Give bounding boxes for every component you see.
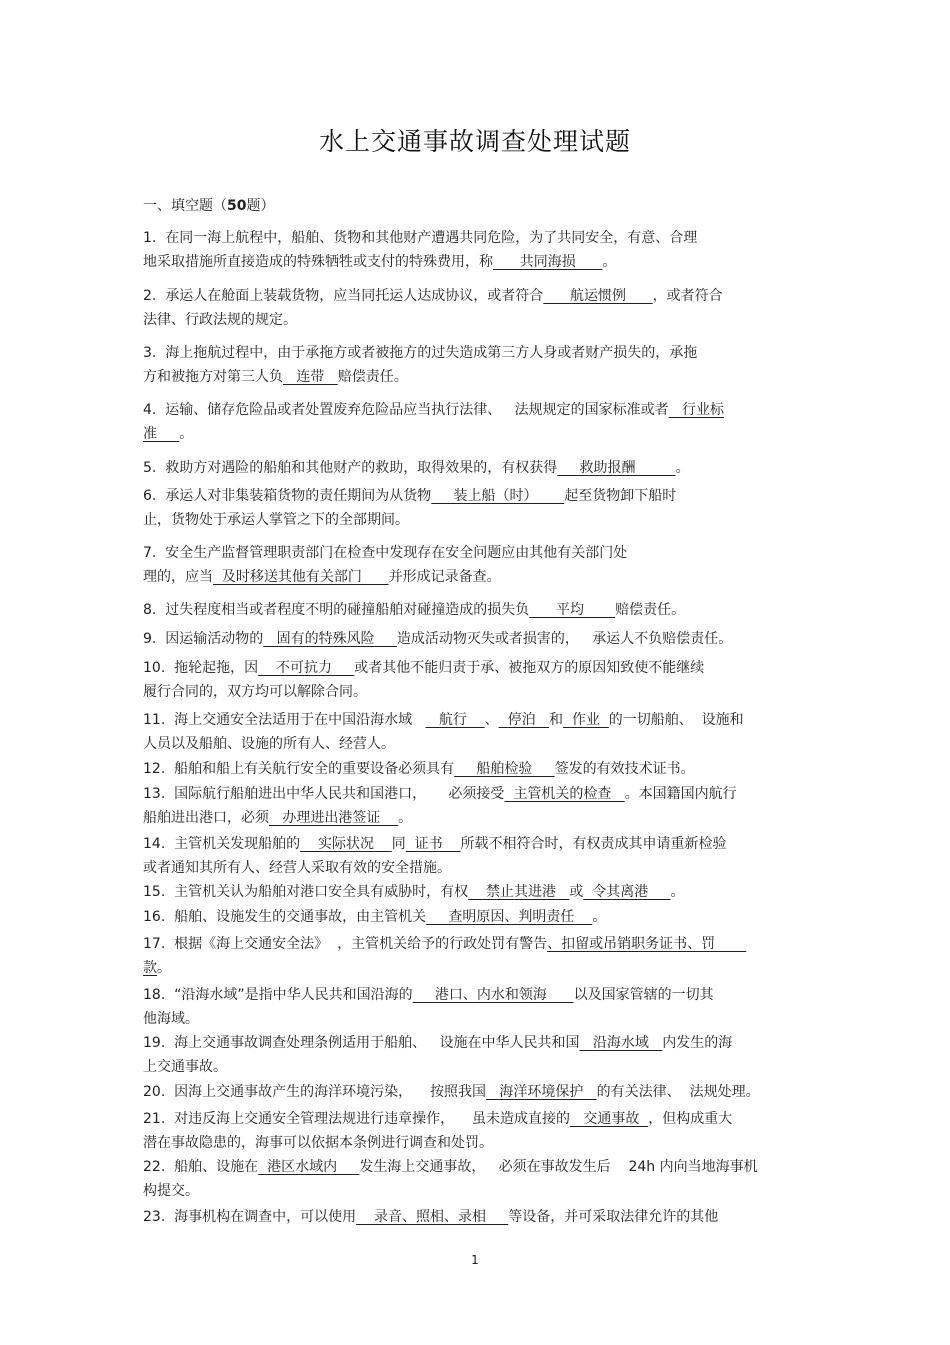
question-line [143,806,808,830]
question-item [143,456,808,480]
question-text: 构提交。 [143,1183,199,1199]
question-item [143,541,808,589]
question-line [143,1131,808,1155]
question-line [143,1007,808,1031]
question-line [143,757,808,781]
question-text: 履行合同的，双方均可以解除合同。 [143,684,367,700]
question-text: 12. 船舶和船上有关航行安全的重要设备必须具有 [143,761,455,777]
answer-blank: 令其离港 [583,884,671,900]
question-text: 9. 因运输活动物的 [143,631,264,647]
answer-blank: 港口、内水和领海 [412,987,574,1003]
question-line [143,832,808,856]
question-line [143,1179,808,1203]
question-text: 23. 海事机构在调查中，可以使用 [143,1209,357,1225]
question-text: ，或者符合 [652,288,723,304]
question-item [143,598,808,622]
question-text: 19. 海上交通事故调查处理条例适用于船舶、 设施在中华人民共和国 [143,1035,580,1051]
question-text: 。 [602,254,617,270]
question-line [143,308,808,332]
question-text: 止，货物处于承运人掌管之下的全部期间。 [143,512,409,528]
question-line [143,456,808,480]
question-item [143,1205,808,1229]
question-text: 。 [157,960,171,976]
question-text: 并形成记录备查。 [388,569,501,585]
section-prefix: 一、填空题（ [143,198,227,214]
question-item [143,932,808,980]
question-line [143,541,808,565]
question-text: 发生海上交通事故， 必须在事故发生后 24h 内向当地海事机 [359,1159,758,1175]
question-text: 同 [391,836,406,852]
question-text: 17. 根据《海上交通安全法》 ，主管机关给予的行政处罚有警告 [143,936,548,952]
question-text: 以及国家管辖的一切其 [573,987,714,1003]
question-line [143,932,808,956]
question-line [143,565,808,589]
question-line [143,226,808,250]
question-line [143,627,808,651]
question-line [143,341,808,365]
question-text: 20. 因海上交通事故产生的海洋环境污染， 按照我国 [143,1084,486,1100]
question-text: 。 [670,884,685,900]
page-title: 水上交通事故调查处理试题 [318,127,631,156]
question-item [143,656,808,704]
question-text: 10. 拖轮起拖，因 [143,660,259,676]
question-text: 1. 在同一海上航程中，船舶、货物和其他财产遭遇共同危险，为了共同安全，有意、合理 [143,230,698,246]
answer-blank: 作业 [562,712,609,728]
question-line [143,708,808,732]
question-text: 18. “沿海水域”是指中华人民共和国沿海的 [143,987,413,1003]
question-text: 潜在事故隐患的，海事可以依据本条例进行调查和处罚。 [143,1135,493,1151]
question-text: 6. 承运人对非集装箱货物的责任期间为从货物 [143,488,432,504]
question-item [143,782,808,830]
answer-blank: 沿海水域 [579,1035,663,1051]
question-text: 7. 安全生产监督管理职责部门在检查中发现存在安全问题应由其他有关部门处 [143,545,628,561]
question-item [143,983,808,1031]
question-text: 造成活动物灭失或者损害的， 承运人不负赔偿责任。 [396,631,733,647]
question-line [143,484,808,508]
answer-blank: 查明原因、判明责任 [426,909,593,925]
question-text: 内发生的海 [662,1035,733,1051]
question-text: 等设备，并可采取法律允许的其他 [508,1209,719,1225]
question-text: 的有关法律、 法规处理。 [596,1084,760,1100]
question-line [143,508,808,532]
question-text: 。本国籍国内航行 [624,786,737,802]
answer-blank: 禁止其进港 [468,884,570,900]
question-line [143,1107,808,1131]
question-line [143,422,808,446]
question-text: 、 [484,712,499,728]
question-text: ，但构成重大 [648,1111,733,1127]
question-line [143,680,808,704]
question-line [143,880,808,904]
question-item [143,398,808,446]
question-item [143,1107,808,1155]
question-item [143,484,808,532]
question-text: 签发的有效技术证书。 [554,761,695,777]
question-text: 15. 主管机关认为船舶对港口安全具有威胁时，有权 [143,884,469,900]
question-line [143,656,808,680]
question-line [143,1205,808,1229]
question-text: 船舶进出港口，必须 [143,810,269,826]
question-text: 的一切船舶、 设施和 [608,712,744,728]
question-item [143,905,808,929]
question-text: 理的，应当 [143,569,213,585]
question-item [143,226,808,274]
question-line [143,732,808,756]
answer-blank: 不可抗力 [258,660,355,676]
question-line [143,983,808,1007]
question-item [143,708,808,756]
question-text: 起至货物卸下船时 [564,488,677,504]
question-item [143,284,808,332]
question-line [143,250,808,274]
question-line [143,1080,808,1104]
answer-blank: 航行 [425,712,485,728]
answer-blank: 连带 [283,369,338,385]
question-text: 21. 对违反海上交通安全管理法规进行违章操作， 虽未造成直接的 [143,1111,570,1127]
question-text: 赔偿责任。 [615,602,686,618]
question-text: 。 [592,909,607,925]
answer-blank: 共同海损 [493,254,603,270]
question-item [143,757,808,781]
answer-blank: 海洋环境保护 [485,1084,597,1100]
answer-blank: 救助报酬 [557,460,676,476]
question-text: 方和被拖方对第三人负 [143,369,283,385]
question-text: 11. 海上交通安全法适用于在中国沿海水域 [143,712,426,728]
question-text: 22. 船舶、设施在 [143,1159,259,1175]
question-text: 法律、行政法规的规定。 [143,312,297,328]
answer-blank: 办理进出港签证 [269,810,399,826]
answer-blank: 固有的特殊风险 [263,631,397,647]
question-line [143,905,808,929]
answer-blank: 及时移送其他有关部门 [213,569,389,585]
question-item [143,880,808,904]
question-item [143,1031,808,1079]
answer-blank: 装上船（时） [431,488,565,504]
answer-blank: 船舶检验 [454,761,555,777]
answer-blank: 航运惯例 [543,288,653,304]
question-text: 和 [548,712,563,728]
question-item [143,1080,808,1104]
answer-blank: 停泊 [498,712,549,728]
question-text: 16. 船舶、设施发生的交通事故，由主管机关 [143,909,427,925]
question-item [143,832,808,880]
question-text: 13. 国际航行船舶进出中华人民共和国港口， 必须接受 [143,786,505,802]
question-line [143,284,808,308]
answer-blank: 、扣留或吊销职务证书、罚 [547,936,747,952]
answer-blank: 港区水域内 [258,1159,360,1175]
question-line [143,1155,808,1179]
question-text: 。 [398,810,413,826]
question-text: 3. 海上拖航过程中，由于承拖方或者被拖方的过失造成第三方人身或者财产损失的，承拖 [143,345,698,361]
question-text: 地采取措施所直接造成的特殊牺牲或支付的特殊费用，称 [143,254,493,270]
question-item [143,341,808,389]
question-line [143,856,808,880]
question-text: 4. 运输、储存危险品或者处置废弃危险品应当执行法律、 法规规定的国家标准或者 [143,402,669,418]
question-item [143,627,808,651]
question-text: 14. 主管机关发现船舶的 [143,836,301,852]
question-text: 。 [179,426,194,442]
question-text: 或 [569,884,584,900]
question-line [143,1055,808,1079]
section-suffix: 题） [246,198,275,214]
question-line [143,598,808,622]
answer-blank: 款 [143,960,157,976]
question-line [143,782,808,806]
question-text: 赔偿责任。 [337,369,408,385]
question-text: 他海域。 [143,1011,199,1027]
question-line [143,365,808,389]
answer-blank: 实际状况 [300,836,392,852]
question-text: 2. 承运人在舱面上装载货物，应当同托运人达成协议，或者符合 [143,288,544,304]
answer-blank: 平均 [529,602,616,618]
question-count: 50 [227,198,247,214]
question-line [143,1031,808,1055]
question-line [143,398,808,422]
question-text: 所载不相符合时，有权责成其申请重新检验 [460,836,727,852]
page-number: 1 [471,1253,479,1267]
question-text: 5. 救助方对遇险的船舶和其他财产的救助，取得效果的，有权获得 [143,460,558,476]
question-line [143,956,808,980]
answer-blank: 准 [143,426,180,442]
answer-blank: 证书 [405,836,461,852]
question-text: 上交通事故。 [143,1059,227,1075]
answer-blank: 主管机关的检查 [504,786,625,802]
section-heading [143,195,274,215]
question-item [143,1155,808,1203]
answer-blank: 行业标 [668,402,724,418]
answer-blank: 交通事故 [569,1111,649,1127]
answer-blank: 录音、照相、录相 [356,1209,509,1225]
question-text: 人员以及船舶、设施的所有人、经营人。 [143,736,395,752]
question-text: 8. 过失程度相当或者程度不明的碰撞船舶对碰撞造成的损失负 [143,602,530,618]
question-text: 。 [675,460,690,476]
question-text: 或者其他不能归责于承、被拖双方的原因知致使不能继续 [354,660,705,676]
question-text: 或者通知其所有人、经营人采取有效的安全措施。 [143,860,451,876]
